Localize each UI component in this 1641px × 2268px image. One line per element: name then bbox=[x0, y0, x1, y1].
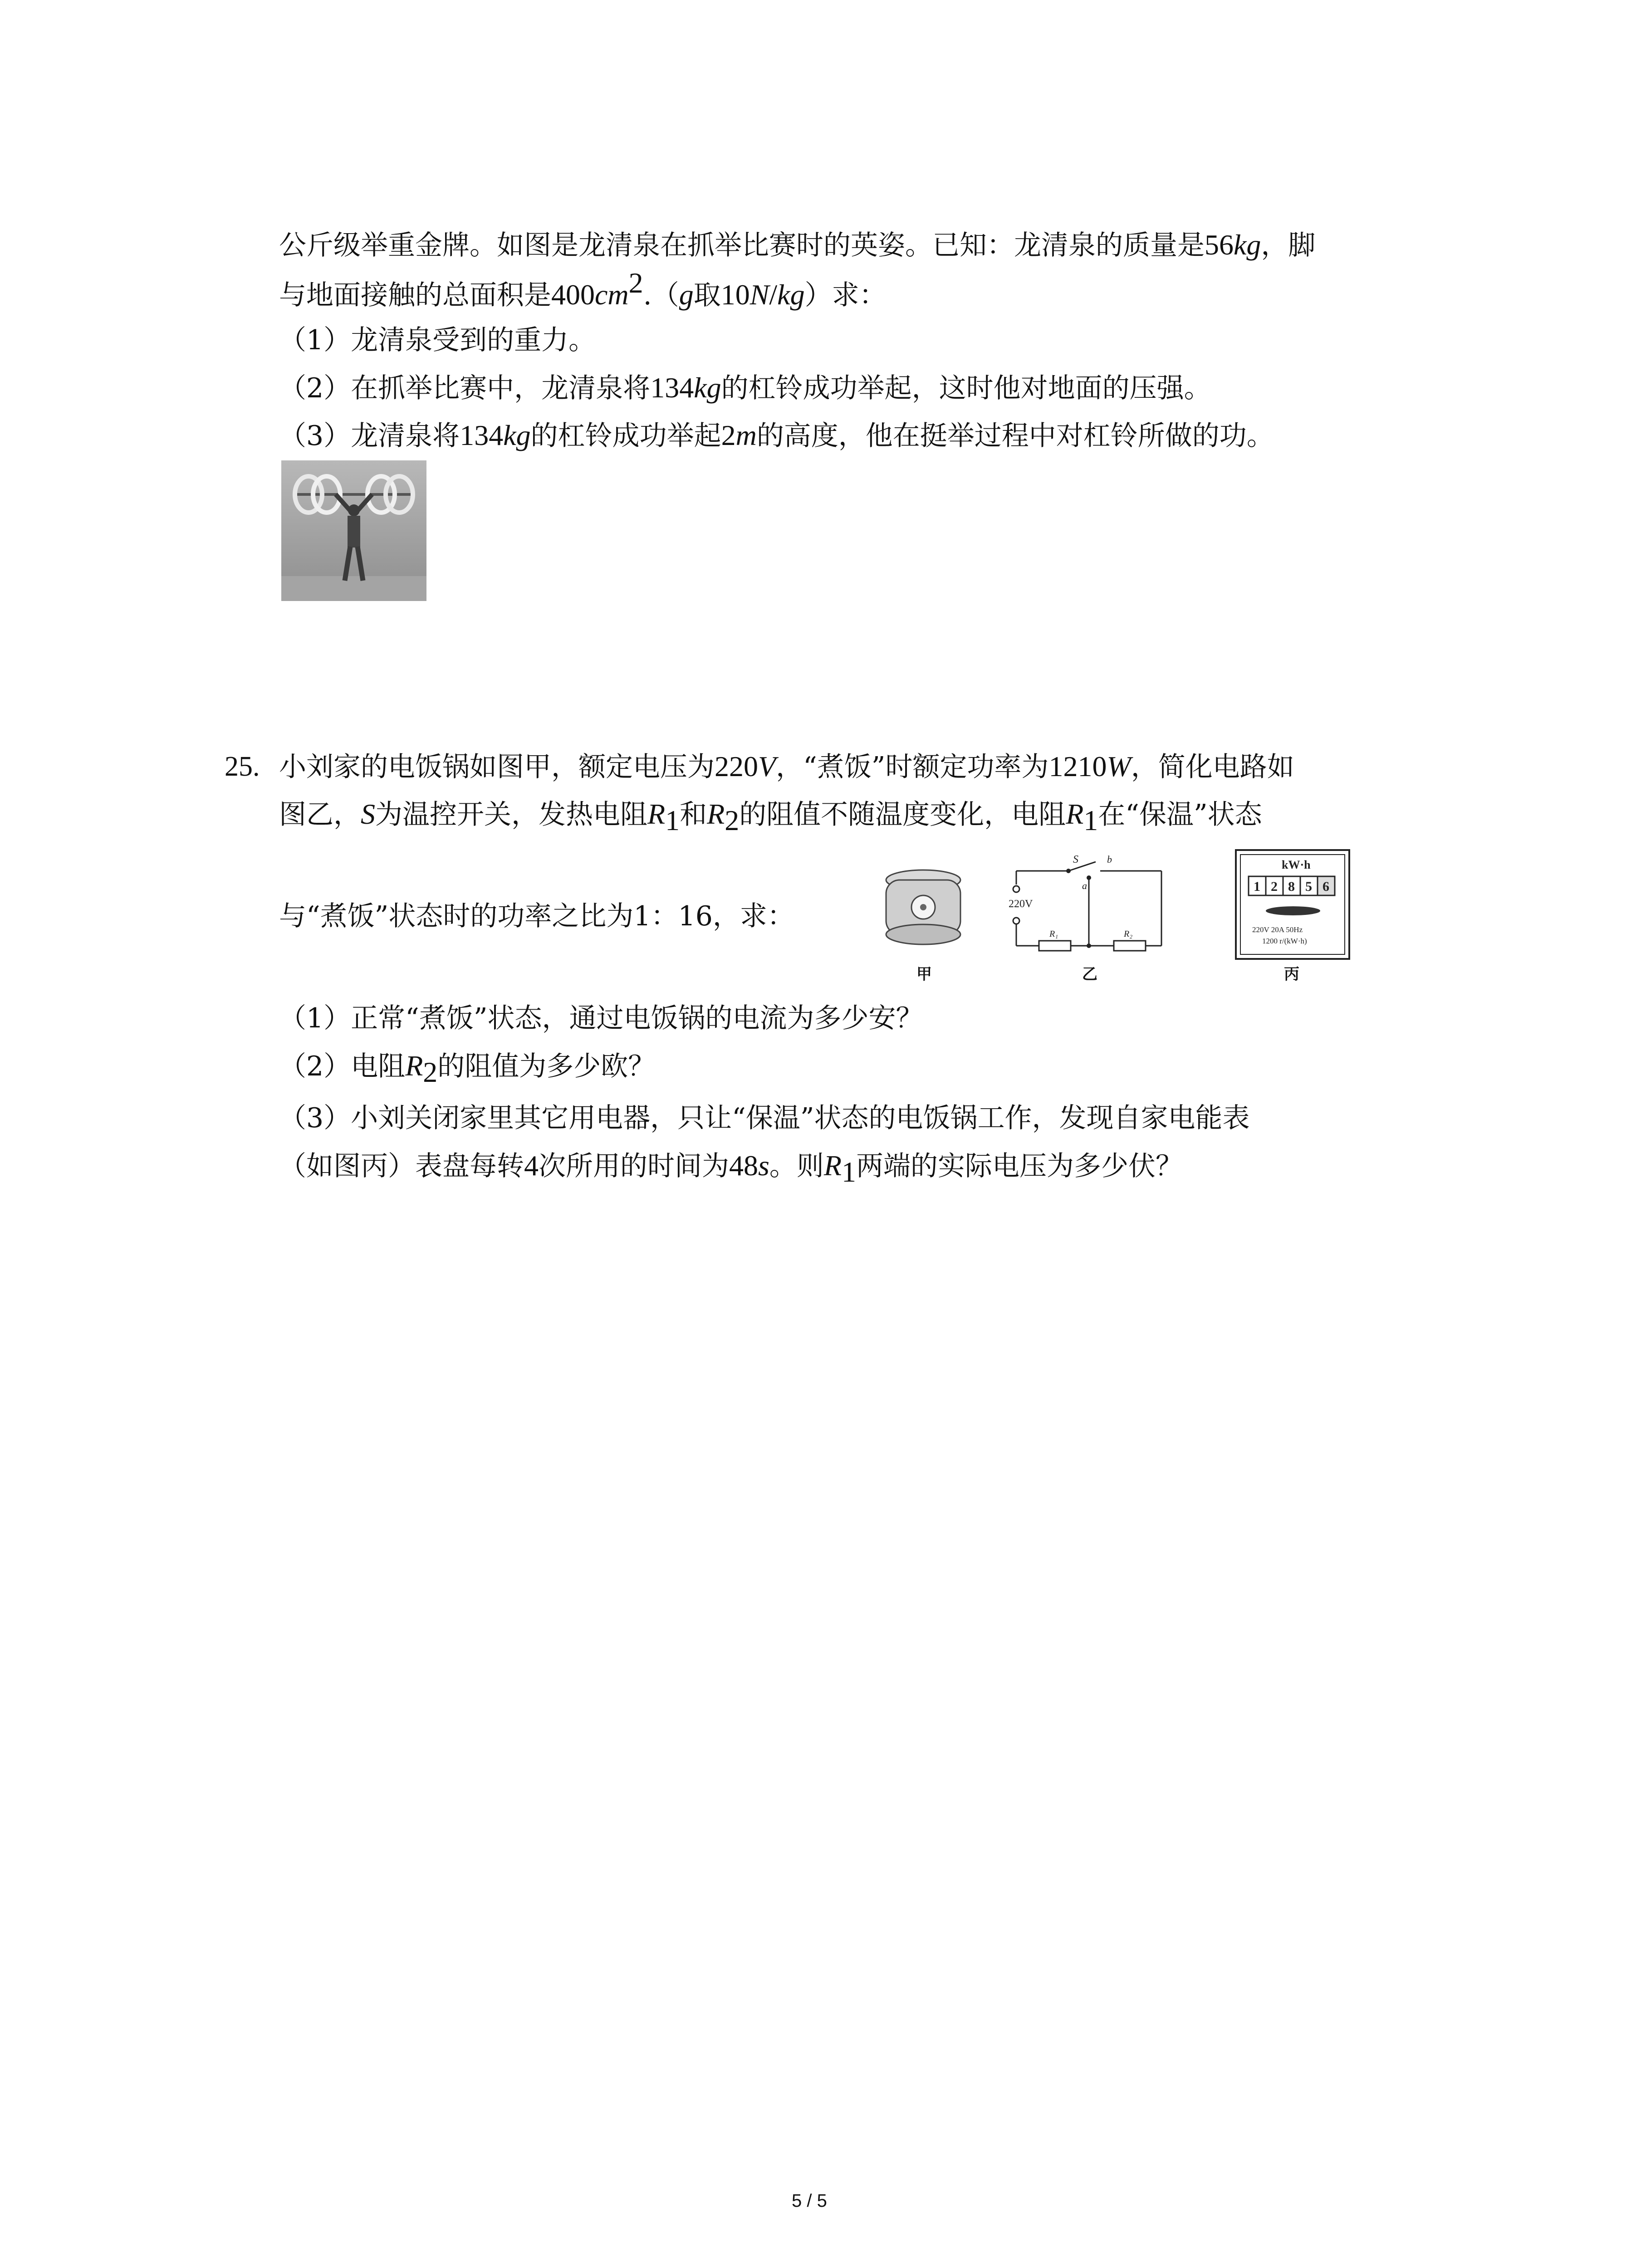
meter-digit: 5 bbox=[1305, 879, 1312, 894]
page-number: 5 / 5 bbox=[792, 2191, 827, 2211]
circuit-r2-label: R₂ bbox=[1124, 929, 1133, 939]
q25-number: 25. bbox=[225, 751, 260, 782]
q24-part-1: （1）龙清泉受到的重力。 bbox=[279, 324, 596, 356]
q24-part-3: （3）龙清泉将134kg的杠铃成功举起2m的高度，他在挺举过程中对杠铃所做的功。 bbox=[279, 419, 1274, 452]
meter-digits bbox=[1249, 876, 1335, 895]
q25-line-2: 图乙，S为温控开关，发热电阻$R_1$和$R_2$的阻值不随温度变化，电阻$R_1$在“保温”状态 bbox=[279, 798, 1262, 836]
circuit-diagram bbox=[1005, 853, 1177, 966]
q25-part-2: （2）电阻$R_2$的阻值为多少欧？ bbox=[279, 1050, 656, 1088]
caption-yi: 乙 bbox=[1082, 965, 1097, 983]
circuit-b-label: b bbox=[1107, 854, 1112, 865]
circuit-220v-label: 220V bbox=[1009, 898, 1033, 910]
meter-digit: 2 bbox=[1271, 879, 1278, 894]
q25-part-1: （1）正常“煮饭”状态，通过电饭锅的电流为多少安？ bbox=[279, 1002, 923, 1034]
caption-bing: 丙 bbox=[1284, 965, 1299, 983]
q25-line-1: 小刘家的电饭锅如图甲，额定电压为220V，“煮饭”时额定功率为1210W，简化电路如 bbox=[279, 750, 1294, 783]
q25-part-3: （3）小刘关闭家里其它用电器，只让“保温”状态的电饭锅工作，发现自家电能表 bbox=[279, 1102, 1250, 1134]
circuit-a-label: a bbox=[1082, 880, 1087, 891]
electricity-meter-figure bbox=[1234, 848, 1352, 962]
meter-dial-disc bbox=[1266, 906, 1320, 915]
meter-digit: 8 bbox=[1288, 879, 1295, 894]
meter-digit: 1 bbox=[1254, 879, 1260, 894]
meter-rate-label: 1200 r/(kW·h) bbox=[1262, 937, 1307, 945]
meter-digit: 6 bbox=[1323, 879, 1329, 894]
meter-unit-label: kW·h bbox=[1282, 858, 1311, 871]
q24-part-2: （2）在抓举比赛中，龙清泉将134kg的杠铃成功举起，这时他对地面的压强。 bbox=[279, 371, 1211, 404]
meter-spec-label: 220V 20A 50Hz bbox=[1252, 925, 1303, 934]
q25-part-3-cont: （如图丙）表盘每转4次所用的时间为48s。则$R_1$两端的实际电压为多少伏？ bbox=[279, 1149, 1183, 1188]
caption-jia: 甲 bbox=[916, 965, 932, 983]
rice-cooker-figure bbox=[878, 862, 969, 957]
circuit-r1-label: R₁ bbox=[1049, 929, 1058, 939]
q24-line-2: 与地面接触的总面积是$400cm^2.(g$取10N/kg）求： bbox=[279, 267, 887, 311]
circuit-s-label: S bbox=[1073, 854, 1078, 865]
weightlifter-photo bbox=[281, 460, 426, 601]
q24-line-1: 公斤级举重金牌。如图是龙清泉在抓举比赛时的英姿。已知：龙清泉的质量是56kg，脚 bbox=[279, 229, 1316, 261]
q25-line-3: 与“煮饭”状态时的功率之比为1：16，求： bbox=[279, 900, 794, 932]
